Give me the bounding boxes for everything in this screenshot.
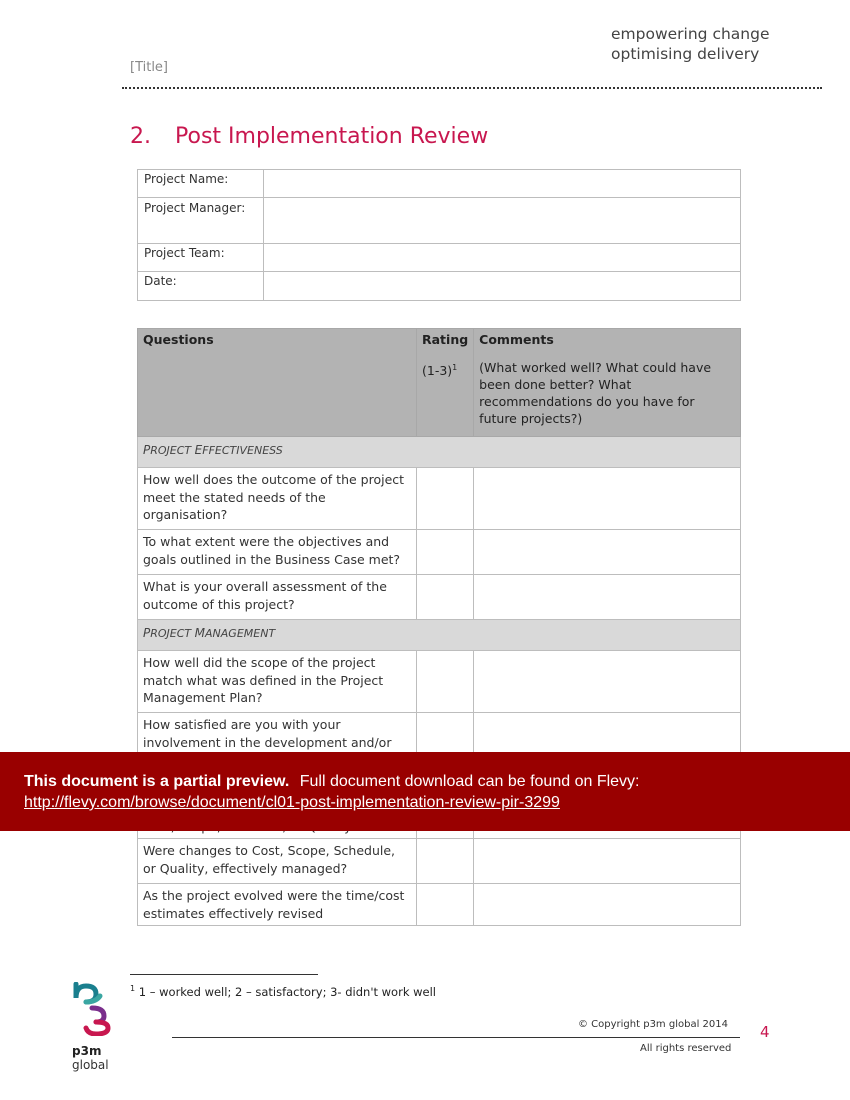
rating-cell[interactable] (417, 651, 474, 713)
table-row (138, 468, 741, 530)
comment-cell[interactable] (474, 530, 741, 575)
section-row-management (138, 620, 741, 651)
tagline-line-2: optimising delivery (611, 45, 760, 63)
info-label: Project Team: (138, 244, 264, 272)
rating-cell[interactable] (417, 468, 474, 530)
info-row-project-team (138, 244, 741, 272)
banner-message (24, 773, 639, 791)
preview-banner (0, 752, 850, 831)
p3m-logo-icon (70, 982, 116, 1036)
rating-cell[interactable] (417, 530, 474, 575)
project-name-field[interactable] (264, 170, 741, 198)
rating-scale-text: (1-3) (422, 363, 453, 379)
section-row-effectiveness (138, 437, 741, 468)
section-title: Post Implementation Review (175, 124, 489, 149)
copyright: © Copyright p3m global 2014 (578, 1019, 728, 1030)
section-title-management: PROJECT MANAGEMENT (138, 620, 741, 651)
rating-header-label: Rating (422, 332, 469, 347)
document-title: [Title] (130, 60, 169, 75)
rating-footnote-ref: 1 (452, 363, 458, 372)
project-team-field[interactable] (264, 244, 741, 272)
banner-bold-text: This document is a partial preview. (24, 773, 290, 790)
comment-cell[interactable] (474, 839, 741, 884)
info-row-date (138, 272, 741, 301)
tagline (611, 24, 769, 64)
question-text: How well does the outcome of the project meet the stated needs of the organisation? (138, 468, 417, 530)
rating-cell[interactable] (417, 884, 474, 926)
comment-cell[interactable] (474, 468, 741, 530)
footnote-text: 1 – worked well; 2 – satisfactory; 3- didn't work well (135, 984, 437, 999)
table-row (138, 839, 741, 884)
tagline-line-1: empowering change (611, 25, 770, 43)
questions-table (137, 328, 741, 926)
question-text: What is your overall assessment of the outcome of this project? (138, 575, 417, 620)
questions-header (138, 329, 417, 437)
table-header-row (138, 329, 741, 437)
question-text: As the project evolved were the time/cost estimates effectively revised (138, 884, 417, 926)
footnote-marker: 1 (130, 984, 136, 993)
header-divider (122, 87, 822, 89)
info-row-project-name (138, 170, 741, 198)
logo-name: p3m (72, 1044, 102, 1058)
rating-header (417, 329, 474, 437)
rating-scale (422, 359, 468, 379)
question-text: How satisfied are you with your involvement in the development and/or (138, 713, 417, 775)
logo-text (72, 1044, 109, 1072)
date-field[interactable] (264, 272, 741, 301)
questions-header-label: Questions (143, 332, 214, 347)
comment-cell[interactable] (474, 575, 741, 620)
table-row (138, 575, 741, 620)
comment-cell[interactable] (474, 651, 741, 713)
banner-text: Full document download can be found on Flevy: (299, 773, 640, 790)
logo-subtitle: global (72, 1058, 109, 1072)
rating-cell[interactable] (417, 839, 474, 884)
section-title-effectiveness: PROJECT EFFECTIVENESS (138, 437, 741, 468)
comments-prompt: (What worked well? What could have been done better? What recommendations do you have for future projects?) (479, 360, 712, 426)
project-info-table (137, 169, 741, 301)
page-number: 4 (760, 1023, 770, 1041)
section-heading (130, 124, 488, 149)
info-row-project-manager (138, 198, 741, 244)
footer-divider (172, 1037, 740, 1038)
comments-header (474, 329, 741, 437)
info-label: Date: (138, 272, 264, 301)
comments-header-label: Comments (479, 332, 554, 347)
question-text: To what extent were the objectives and goals outlined in the Business Case met? (138, 530, 417, 575)
rating-cell[interactable] (417, 575, 474, 620)
footnote-divider (130, 974, 318, 975)
table-row (138, 884, 741, 926)
comment-cell[interactable] (474, 884, 741, 926)
question-text: How well did the scope of the project match what was defined in the Project Management Plan? (138, 651, 417, 713)
question-text: Were changes to Cost, Scope, Schedule, or Quality, effectively managed? (138, 839, 417, 884)
rights-reserved: All rights reserved (640, 1043, 732, 1054)
table-row (138, 530, 741, 575)
project-manager-field[interactable] (264, 198, 741, 244)
info-label: Project Name: (138, 170, 264, 198)
info-label: Project Manager: (138, 198, 264, 244)
table-row (138, 651, 741, 713)
download-link[interactable]: http://flevy.com/browse/document/cl01-post-implementation-review-pir-3299 (24, 794, 560, 811)
footnote (130, 984, 436, 999)
section-number: 2. (130, 124, 151, 149)
